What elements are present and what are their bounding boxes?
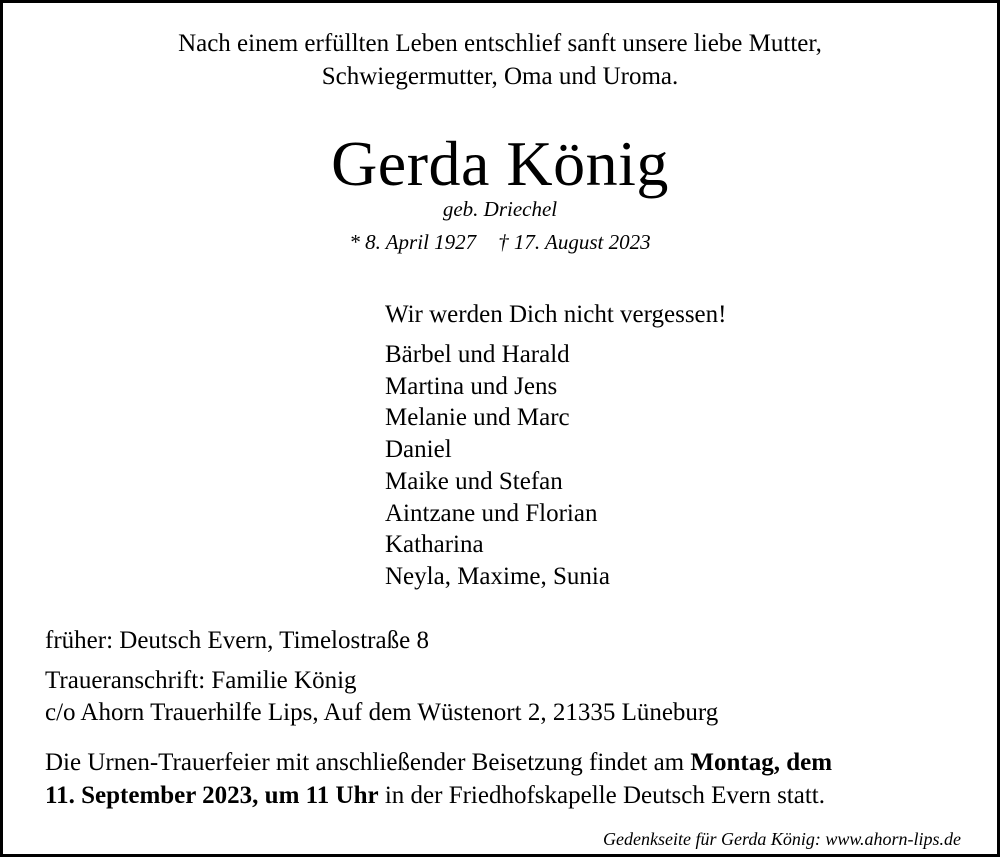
mourners-motto: Wir werden Dich nicht vergessen! [385,301,727,328]
ceremony-text-end: in der Friedhofskapelle Deutsch Evern statt. [378,782,825,809]
mourner-name: Katharina [385,531,484,559]
ceremony-text-start: Die Urnen-Trauerfeier mit anschließender Beisetzung findet am [45,749,691,776]
mourners-block [385,299,726,593]
mourner-name: Bärbel und Harald [385,341,570,368]
ceremony-date-time: 11. September 2023, um 11 Uhr [45,782,379,809]
mourner-name: Martina und Jens [385,372,558,400]
life-dates [3,229,997,255]
deceased-name: Gerda König [331,128,669,199]
mourner-name: Daniel [385,436,452,464]
former-address: früher: Deutsch Evern, Timelostraße 8 [45,627,429,654]
memorial-page-link: Gedenkseite für Gerda König: www.ahorn-lips.de [603,829,961,849]
intro-text [3,27,997,93]
mourner-name: Neyla, Maxime, Sunia [385,562,610,590]
address-block [45,625,718,729]
ceremony-notice [45,746,967,812]
mourning-address: Traueranschrift: Familie König [45,667,357,694]
intro-line-1: Nach einem erfüllten Leben entschlief sanft unsere liebe Mutter, [178,30,822,57]
birth-name: geb. Driechel [442,197,558,221]
birth-date: * 8. April 1927 [349,230,477,254]
mourner-name: Aintzane und Florian [385,499,598,527]
care-of-address: c/o Ahorn Trauerhilfe Lips, Auf dem Wüstenort 2, 21335 Lüneburg [45,699,719,726]
intro-line-2: Schwiegermutter, Oma und Uroma. [321,63,679,90]
death-date: † 17. August 2023 [498,230,651,254]
mourner-name: Melanie und Marc [385,404,570,432]
mourner-name: Maike und Stefan [385,467,563,495]
ceremony-day: Montag, dem [690,749,833,776]
